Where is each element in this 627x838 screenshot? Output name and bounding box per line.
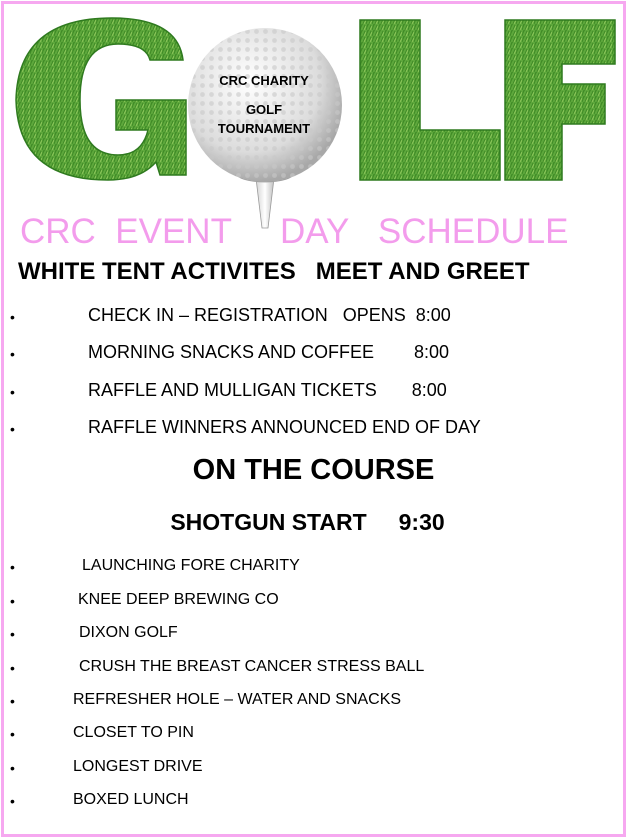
list-item-text: CLOSET TO PIN — [73, 724, 194, 741]
list-item — [0, 757, 627, 785]
list-item-text: DIXON GOLF — [79, 624, 178, 641]
list-item-text: CRUSH THE BREAST CANCER STRESS BALL — [79, 658, 425, 675]
bullet-icon: • — [10, 693, 15, 709]
bullet-icon: • — [10, 593, 15, 609]
list-item — [0, 623, 627, 651]
course-heading: ON THE COURSE — [192, 454, 435, 486]
letter-l — [360, 20, 500, 180]
list-item-text: MORNING SNACKS AND COFFEE 8:00 — [88, 342, 450, 362]
bullet-icon: • — [10, 793, 15, 809]
bullet-icon: • — [10, 309, 15, 325]
list-item-text: KNEE DEEP BREWING CO — [78, 591, 279, 608]
list-item-text: BOXED LUNCH — [73, 791, 189, 808]
list-item — [0, 305, 627, 333]
ball-text-line2: GOLF — [245, 102, 283, 117]
list-item-text: REFRESHER HOLE – WATER AND SNACKS — [73, 691, 402, 708]
list-item — [0, 723, 627, 751]
bullet-icon: • — [10, 660, 15, 676]
list-item — [0, 657, 627, 685]
list-item — [0, 556, 627, 584]
list-item-text: CHECK IN – REGISTRATION OPENS 8:00 — [88, 305, 451, 325]
list-item-text: LONGEST DRIVE — [73, 758, 203, 775]
bullet-icon: • — [10, 384, 15, 400]
list-item — [0, 417, 627, 445]
list-item-text: RAFFLE AND MULLIGAN TICKETS 8:00 — [88, 380, 447, 400]
bullet-icon: • — [10, 726, 15, 742]
ball-text-line1: CRC CHARITY — [219, 73, 309, 88]
tent-heading: WHITE TENT ACTIVITES MEET AND GREET — [18, 258, 530, 285]
list-item — [0, 380, 627, 408]
list-item — [0, 342, 627, 370]
list-item — [0, 790, 627, 818]
bullet-icon: • — [10, 346, 15, 362]
letter-g — [16, 18, 186, 180]
bullet-icon: • — [10, 421, 15, 437]
shotgun-start: SHOTGUN START 9:30 — [170, 509, 445, 535]
list-item-text: LAUNCHING FORE CHARITY — [82, 557, 300, 574]
bullet-icon: • — [10, 559, 15, 575]
letter-f — [505, 20, 615, 180]
bullet-icon: • — [10, 760, 15, 776]
ball-text-line3: TOURNAMENT — [217, 121, 311, 136]
list-item — [0, 690, 627, 718]
bullet-icon: • — [10, 626, 15, 642]
list-item — [0, 590, 627, 618]
schedule-title: CRC EVENT DAY SCHEDULE — [20, 212, 569, 251]
list-item-text: RAFFLE WINNERS ANNOUNCED END OF DAY — [88, 417, 481, 437]
